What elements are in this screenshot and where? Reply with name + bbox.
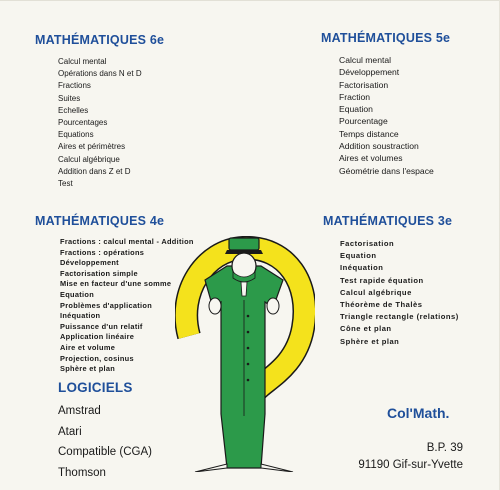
publisher-address-line2: 91190 Gif-sur-Yvette <box>358 459 463 471</box>
list-item: Calcul algébrique <box>58 154 120 164</box>
list-item: Inéquation <box>60 311 101 321</box>
list-item: Atari <box>58 425 82 438</box>
list-item: Equation <box>60 289 95 299</box>
list-item: Addition dans Z et D <box>58 166 131 176</box>
list-item: Pourcentages <box>58 118 108 128</box>
list-item: Mise en facteur d'une somme <box>60 279 172 289</box>
list-item: Fraction <box>339 91 371 102</box>
m4-list <box>60 237 194 375</box>
list-item: Amstrad <box>58 405 101 417</box>
list-item: Triangle rectangle (relations) <box>340 312 459 322</box>
list-item: Factorisation <box>340 239 395 248</box>
list-item: Théorème de Thalès <box>340 300 423 310</box>
list-item: Opérations dans N et D <box>58 69 142 79</box>
list-item: Puissance d'un relatif <box>60 321 143 331</box>
list-item: Compatible (CGA) <box>58 446 152 458</box>
list-item: Sphère et plan <box>340 336 400 346</box>
list-item: Géométrie dans l'espace <box>339 165 434 176</box>
m3-list <box>340 238 459 348</box>
list-item: Calcul mental <box>339 55 392 65</box>
publisher-address-line1: B.P. 39 <box>426 442 463 454</box>
list-item: Projection, cosinus <box>60 353 134 363</box>
m5-list <box>339 54 434 177</box>
list-item: Factorisation <box>339 79 389 90</box>
list-item: Fractions <box>58 81 91 91</box>
list-item: Factorisation simple <box>60 268 138 278</box>
m4-title: MATHÉMATIQUES 4e <box>35 214 165 228</box>
logiciels-title: LOGICIELS <box>58 380 133 395</box>
list-item: Test rapide équation <box>340 275 424 285</box>
m6-title: MATHÉMATIQUES 6e <box>35 33 165 47</box>
m3-title: MATHÉMATIQUES 3e <box>323 214 453 228</box>
list-item: Sphère et plan <box>60 364 116 374</box>
list-item: Développement <box>339 67 400 78</box>
list-item: Equation <box>339 104 373 115</box>
list-item: Inéquation <box>340 263 384 273</box>
list-item: Suites <box>58 93 81 103</box>
list-item: Echelles <box>58 105 89 115</box>
list-item: Addition soustraction <box>339 141 419 152</box>
list-item: Equation <box>340 251 377 261</box>
list-item: Aire et volume <box>60 342 116 352</box>
list-item: Fractions : calcul mental - Addition <box>60 237 194 246</box>
list-item: Calcul algébrique <box>340 287 412 297</box>
list-item: Equations <box>58 130 94 140</box>
publisher-name: Col'Math. <box>387 405 450 421</box>
list-item: Application linéaire <box>60 332 135 342</box>
list-item: Fractions : opérations <box>60 247 145 257</box>
list-item: Développement <box>60 258 119 268</box>
list-item: Problèmes d'application <box>60 300 153 310</box>
list-item: Aires et périmètres <box>58 142 126 152</box>
list-item: Thomson <box>58 466 106 479</box>
list-item: Pourcentage <box>339 116 388 127</box>
question-mark-mascot-illustration <box>175 236 315 472</box>
list-item: Calcul mental <box>58 57 107 66</box>
m6-list <box>58 56 142 190</box>
logiciels-list <box>58 401 152 483</box>
list-item: Temps distance <box>339 128 399 139</box>
m5-title: MATHÉMATIQUES 5e <box>321 31 451 45</box>
list-item: Aires et volumes <box>339 153 403 164</box>
list-item: Cône et plan <box>340 324 392 334</box>
list-item: Test <box>58 179 73 189</box>
